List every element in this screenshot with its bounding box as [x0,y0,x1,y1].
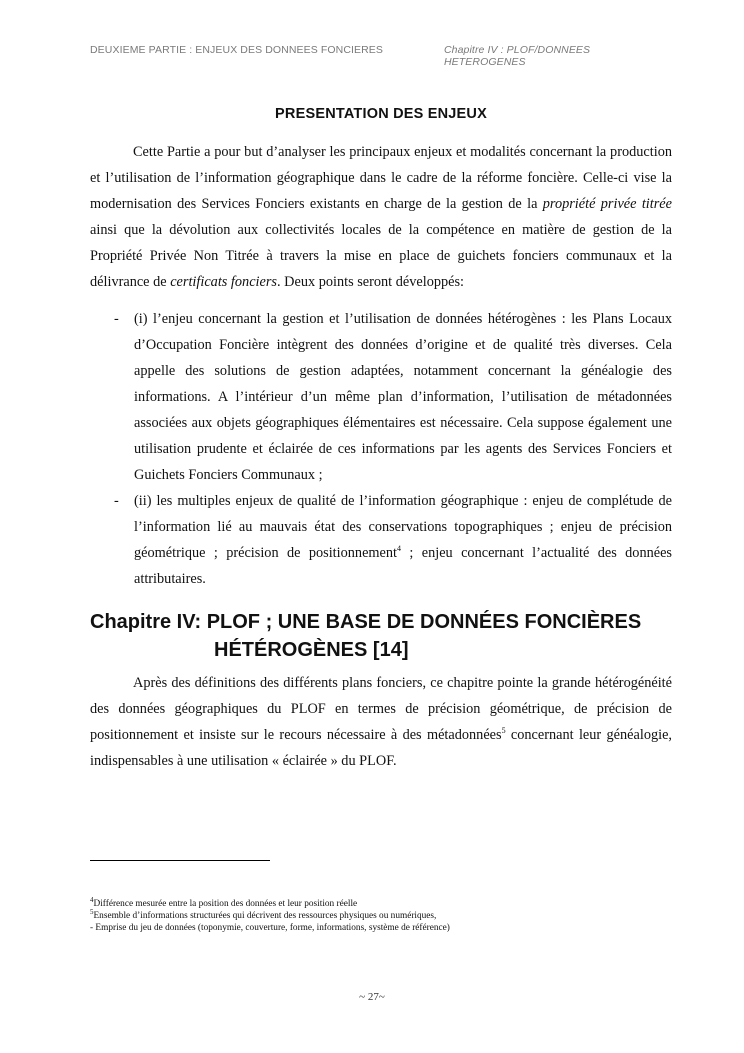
chapter-text-1: Après des définitions des différents plans fonciers, ce chapitre pointe la grande hétérogénéité des données géographiques du PLOF en termes de précision géométrique, de précision de positionnement et insiste sur le recours nécessaire à des métadonnées [90,675,672,743]
footnote-separator [90,860,270,861]
intro-text-3: . Deux points seront développés: [277,274,465,290]
list-item-text: (ii) les multiples enjeux de qualité de l’information géographique : enjeu de complétude de l’information lié au mauvais état des conservations topographiques ; enjeu de précision géométrique ; précision de positionnement [134,493,672,561]
chapter-paragraph [90,670,672,774]
chapter-heading [90,608,690,664]
footnote-ref-4[interactable]: 4 [397,544,402,554]
footnote-ref-5[interactable]: 5 [501,726,506,736]
chapter-heading-line2: HÉTÉROGÈNES [14] [214,639,409,661]
intro-text-1: Cette Partie a pour but d’analyser les principaux enjeux et modalités concernant la production et l’utilisation de l’information géographique dans le cadre de la réforme foncière. Celle-ci vise la modernisation des Services Fonciers existants en charge de la gestion de la [90,144,672,212]
page-number: ~ 27~ [359,991,385,1003]
list-item [90,306,672,488]
footnote-5 [90,907,690,922]
intro-paragraph [90,139,672,295]
issues-list [90,306,672,592]
footnote-5-text: Ensemble d’informations structurées qui décrivent des ressources physiques ou numériques, [93,911,437,921]
intro-emphasis-2: certificats fonciers [170,274,277,290]
chapter-text-2: concernant leur généalogie, indispensables à une utilisation « éclairée » du PLOF. [90,727,673,769]
list-item-text: (i) l’enjeu concernant la gestion et l’utilisation de données hétérogènes : les Plans Locaux d’Occupation Foncière intègrent des données d’origine et de qualité très diverses. Cela appelle des solutions de gestion adaptées, notamment concernant la généalogie des informations. A l’intérieur d’un même plan d’information, l’utilisation de métadonnées associées aux objets géographiques élémentaires est nécessaire. Cela suppose également une utilisation prudente et éclairée de ces informations par les agents des Services Fonciers et Guichets Fonciers Communaux ; [134,311,672,483]
list-bullet: - [114,311,119,327]
footnote-4 [90,895,690,910]
footnote-5-continuation: - Emprise du jeu de données (toponymie, couverture, forme, informations, système de référence) [90,923,450,933]
header-chapter-title: Chapitre IV : PLOF/DONNEES HETEROGENES [444,44,591,68]
footnote-mark-4: 4 [90,895,94,904]
footnote-mark-5: 5 [90,907,94,916]
header-part-title: DEUXIEME PARTIE : ENJEUX DES DONNEES FONCIERES [90,44,384,56]
section-title: PRESENTATION DES ENJEUX [275,106,487,122]
chapter-heading-line1: Chapitre IV: PLOF ; UNE BASE DE DONNÉES FONCIÈRES [90,611,642,633]
intro-emphasis-1: propriété privée titrée [542,196,672,212]
intro-text-2: ainsi que la dévolution aux collectivités locales de la compétence en matière de gestion de la Propriété Privée Non Titrée à travers la mise en place de guichets fonciers communaux et la délivrance de [90,222,672,290]
footnotes [90,895,690,934]
list-item [90,488,672,592]
footnote-4-text: Différence mesurée entre la position des données et leur position réelle [93,899,358,909]
running-header [90,44,672,68]
list-bullet: - [114,493,119,509]
list-item-text-end: ; enjeu concernant l’actualité des données attributaires. [134,545,672,587]
